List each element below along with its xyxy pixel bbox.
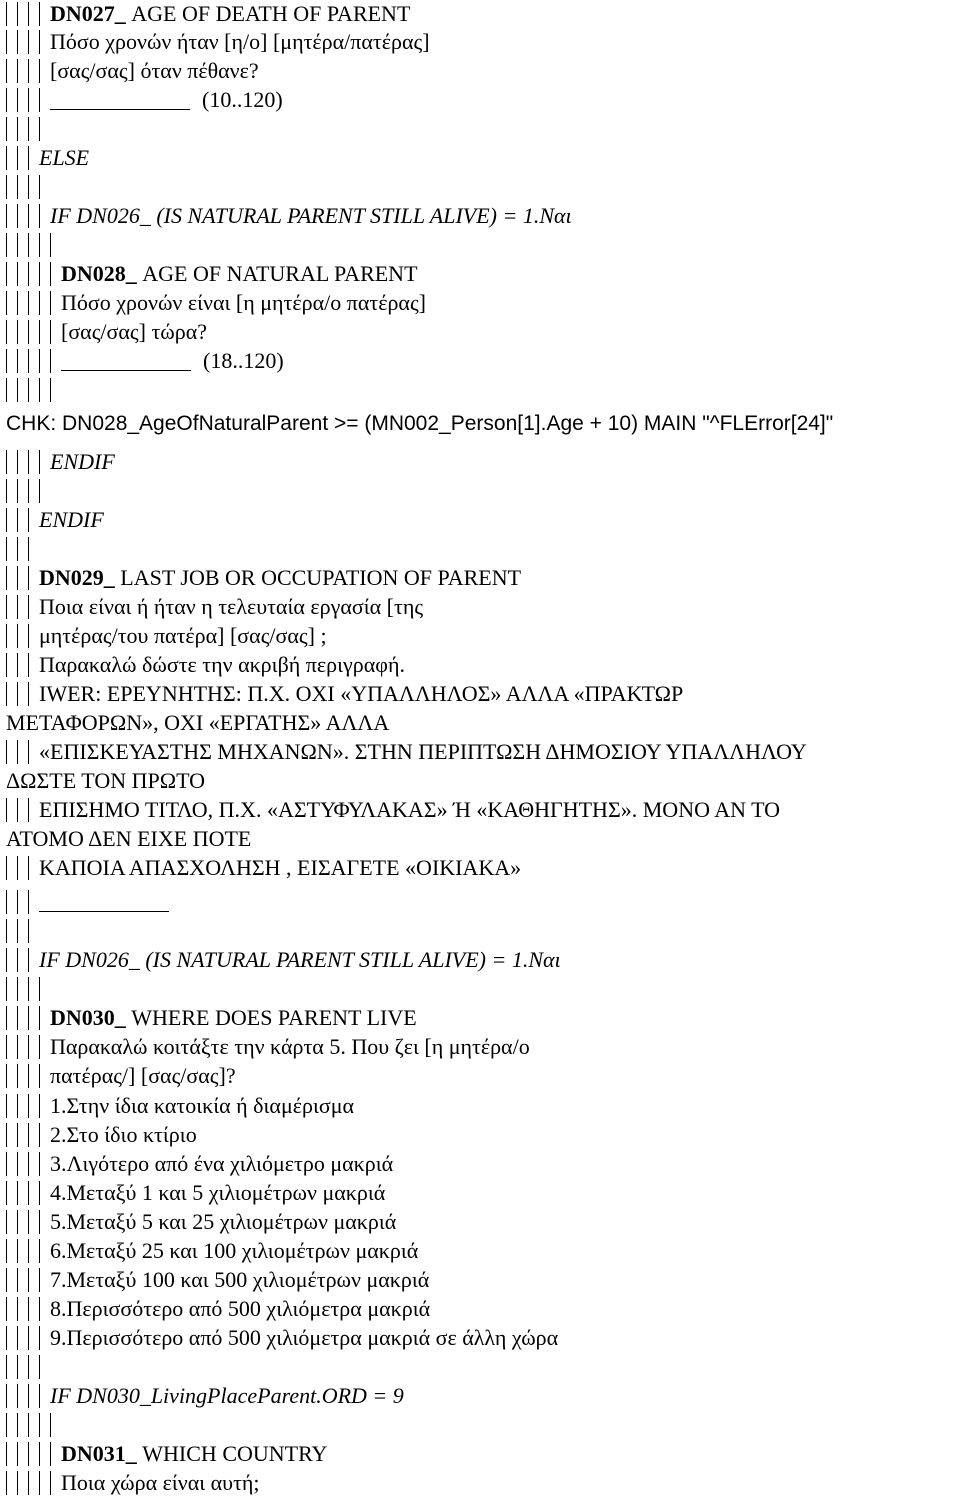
iwer-instruction: «ΕΠΙΣΚΕΥΑΣΤΗΣ ΜΗΧΑΝΩΝ». ΣΤΗΝ ΠΕΡΙΠΤΩΣΗ ΔΗΜΟΣΙΟΥ ΥΠΑΛΛΗΛΟΥ xyxy=(39,739,807,764)
option-label: 6.Μεταξύ 25 και 100 χιλιομέτρων μακριά xyxy=(50,1238,419,1263)
else-line xyxy=(6,144,89,172)
option-label: 2.Στο ίδιο κτίριο xyxy=(50,1122,197,1147)
question-text-line xyxy=(6,651,405,679)
question-text: Πόσο χρονών ήταν [η/ο] [μητέρα/πατέρας] xyxy=(50,29,430,54)
question-title: WHERE DOES PARENT LIVE xyxy=(131,1005,417,1030)
question-code: DN030_ xyxy=(50,1005,126,1030)
dn028-heading xyxy=(6,260,418,288)
spacer-line xyxy=(6,917,39,945)
dn029-heading xyxy=(6,564,521,592)
option-label: 9.Περισσότερο από 500 χιλιόμετρα μακριά σε άλλη χώρα xyxy=(50,1325,559,1350)
question-text-line xyxy=(6,318,207,346)
if-line xyxy=(6,946,561,974)
question-text: Παρακαλώ δώστε την ακριβή περιγραφή. xyxy=(39,652,405,677)
question-title: AGE OF DEATH OF PARENT xyxy=(131,1,411,26)
iwer-line xyxy=(6,680,683,708)
option-label: 7.Μεταξύ 100 και 500 χιλιομέτρων μακριά xyxy=(50,1267,430,1292)
spacer-line xyxy=(6,376,61,404)
iwer-line xyxy=(6,796,780,824)
option-label: 3.Λιγότερο από ένα χιλιόμετρο μακριά xyxy=(50,1151,394,1176)
endif-keyword: ENDIF xyxy=(50,449,115,474)
iwer-instruction: IWER: ΕΡΕΥΝΗΤΗΣ: Π.Χ. ΟΧΙ «ΥΠΑΛΛΗΛΟΣ» ΑΛΛΑ «ΠΡΑΚΤΩΡ xyxy=(39,681,684,706)
spacer-line xyxy=(6,535,39,563)
answer-option[interactable] xyxy=(6,1295,430,1323)
spacer-line xyxy=(6,477,50,505)
answer-range: (10..120) xyxy=(202,87,283,112)
answer-option[interactable] xyxy=(6,1266,429,1294)
question-text-line xyxy=(6,622,327,650)
answer-line xyxy=(6,888,181,916)
if-line xyxy=(6,202,572,230)
spacer-line xyxy=(6,231,61,259)
question-text: πατέρας/] [σας/σας]? xyxy=(50,1063,236,1088)
answer-option[interactable] xyxy=(6,1092,354,1120)
iwer-instruction: ΚΑΠΟΙΑ ΑΠΑΣΧΟΛΗΣΗ , ΕΙΣΑΓΕΤΕ «ΟΙΚΙΑΚΑ» xyxy=(39,855,522,880)
question-code: DN027_ xyxy=(50,1,126,26)
option-label: 1.Στην ίδια κατοικία ή διαμέρισμα xyxy=(50,1093,355,1118)
iwer-instruction: ΔΩΣΤΕ ΤΟΝ ΠΡΩΤΟ xyxy=(6,768,205,793)
answer-blank[interactable] xyxy=(39,893,169,912)
question-title: AGE OF NATURAL PARENT xyxy=(142,261,418,286)
option-label: 8.Περισσότερο από 500 χιλιόμετρα μακριά xyxy=(50,1296,431,1321)
question-text-line xyxy=(6,1033,530,1061)
check-line xyxy=(6,410,833,438)
question-text-line xyxy=(6,289,426,317)
iwer-instruction: ΜΕΤΑΦΟΡΩΝ», ΟΧΙ «ΕΡΓΑΤΗΣ» ΑΛΛΑ xyxy=(6,710,390,735)
check-statement: CHK: DN028_AgeOfNaturalParent >= (MN002_Person[1].Age + 10) MAIN "^FLError[24]" xyxy=(6,412,834,435)
question-text-line xyxy=(6,1469,260,1497)
dn031-heading xyxy=(6,1440,327,1468)
question-title: WHICH COUNTRY xyxy=(142,1441,328,1466)
spacer-line xyxy=(6,115,50,143)
spacer-line xyxy=(6,1353,50,1381)
dn027-heading xyxy=(6,0,410,28)
iwer-instruction: ΕΠΙΣΗΜΟ ΤΙΤΛΟ, Π.Χ. «ΑΣΤΥΦΥΛΑΚΑΣ» Ή «ΚΑΘΗΓΗΤΗΣ». ΜΟΝΟ ΑΝ ΤΟ xyxy=(39,797,781,822)
question-text-line xyxy=(6,28,430,56)
option-label: 4.Μεταξύ 1 και 5 χιλιομέτρων μακριά xyxy=(50,1180,386,1205)
question-text: [σας/σας] τώρα? xyxy=(61,319,208,344)
question-text-line xyxy=(6,57,259,85)
iwer-line xyxy=(6,709,389,737)
iwer-line xyxy=(6,767,205,795)
question-text: Ποια είναι ή ήταν η τελευταία εργασία [της xyxy=(39,594,424,619)
endif-line xyxy=(6,506,104,534)
question-text: Ποια χώρα είναι αυτή; xyxy=(61,1470,260,1495)
endif-keyword: ENDIF xyxy=(39,507,104,532)
iwer-line xyxy=(6,738,807,766)
endif-line xyxy=(6,448,115,476)
spacer-line xyxy=(6,975,50,1003)
question-text: [σας/σας] όταν πέθανε? xyxy=(50,58,259,83)
answer-option[interactable] xyxy=(6,1121,197,1149)
question-title: LAST JOB OR OCCUPATION OF PARENT xyxy=(120,565,522,590)
dn030-heading xyxy=(6,1004,417,1032)
spacer-line xyxy=(6,1411,61,1439)
question-code: DN031_ xyxy=(61,1441,137,1466)
if-condition: IF DN030_LivingPlaceParent.ORD = 9 xyxy=(50,1383,404,1408)
if-condition: IF DN026_ (IS NATURAL PARENT STILL ALIVE) = 1.Ναι xyxy=(50,203,572,228)
iwer-instruction: ΑΤΟΜΟ ΔΕΝ ΕΙΧΕ ΠΟΤΕ xyxy=(6,826,252,851)
else-keyword: ELSE xyxy=(39,145,90,170)
answer-range-line xyxy=(6,347,284,375)
answer-option[interactable] xyxy=(6,1324,558,1352)
if-line xyxy=(6,1382,404,1410)
answer-blank[interactable] xyxy=(61,352,191,371)
answer-option[interactable] xyxy=(6,1237,418,1265)
question-code: DN029_ xyxy=(39,565,115,590)
question-text-line xyxy=(6,1062,236,1090)
answer-blank[interactable] xyxy=(50,91,190,110)
answer-option[interactable] xyxy=(6,1150,393,1178)
question-text-line xyxy=(6,593,423,621)
if-condition: IF DN026_ (IS NATURAL PARENT STILL ALIVE) = 1.Ναι xyxy=(39,947,561,972)
option-label: 5.Μεταξύ 5 και 25 χιλιομέτρων μακριά xyxy=(50,1209,397,1234)
answer-range: (18..120) xyxy=(203,348,284,373)
question-text: Παρακαλώ κοιτάξτε την κάρτα 5. Που ζει [η μητέρα/ο xyxy=(50,1034,530,1059)
answer-range-line xyxy=(6,86,283,114)
answer-option[interactable] xyxy=(6,1208,396,1236)
iwer-line xyxy=(6,825,251,853)
answer-option[interactable] xyxy=(6,1179,385,1207)
question-text: Πόσο χρονών είναι [η μητέρα/ο πατέρας] xyxy=(61,290,426,315)
question-code: DN028_ xyxy=(61,261,137,286)
iwer-line xyxy=(6,854,521,882)
spacer-line xyxy=(6,173,50,201)
question-text: μητέρας/του πατέρα] [σας/σας] ; xyxy=(39,623,327,648)
